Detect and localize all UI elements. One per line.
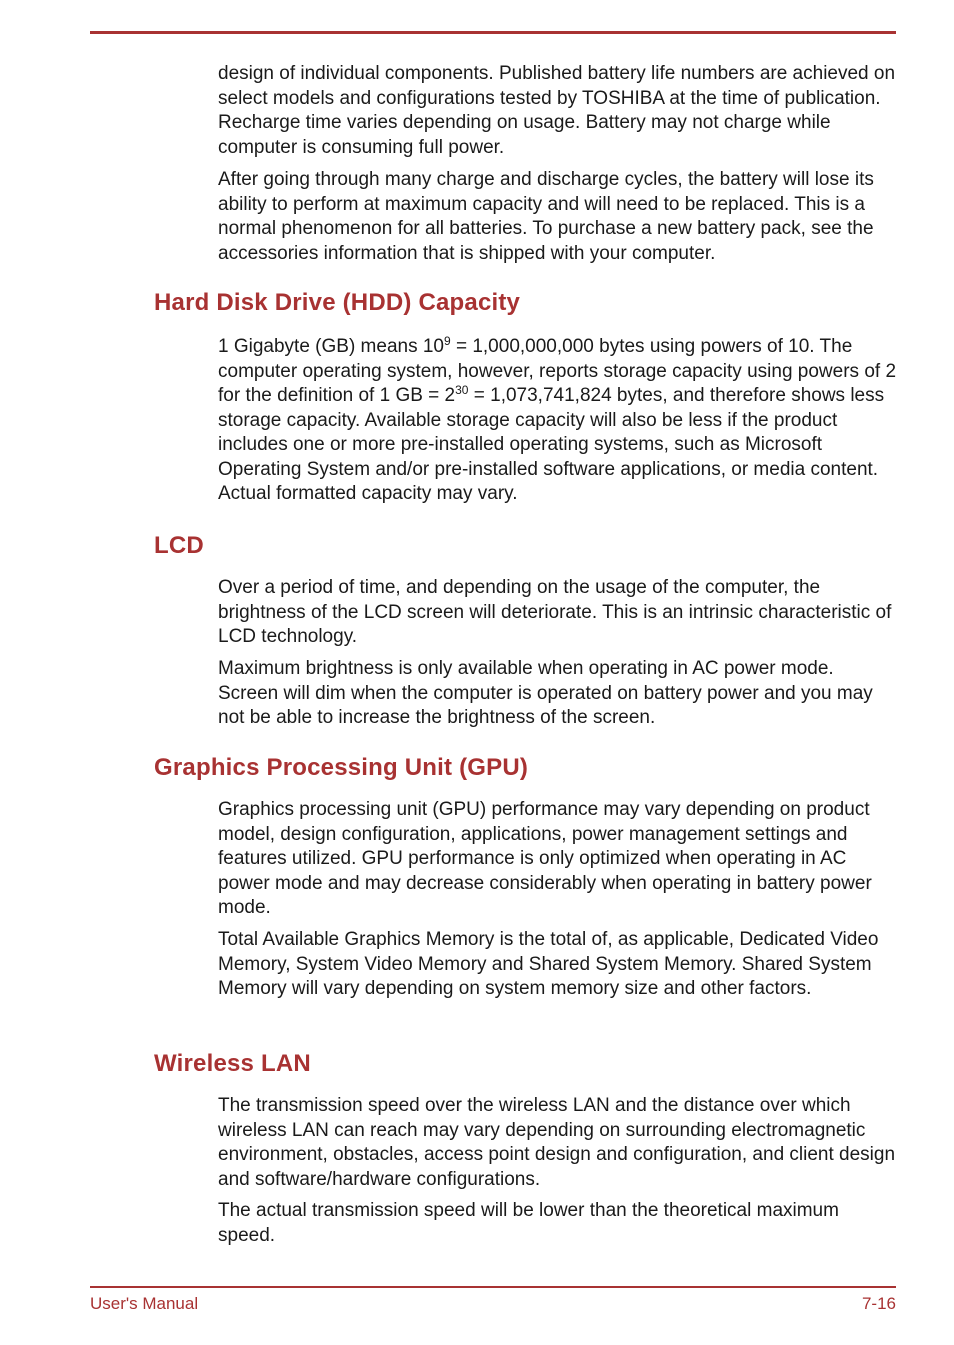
section-heading-wireless-lan: Wireless LAN	[154, 1050, 311, 1077]
section-heading-lcd: LCD	[154, 532, 204, 559]
lcd-paragraph-2: Maximum brightness is only available when operating in AC power mode. Screen will dim when the computer is operated on battery power and you may not be able to increase the brightness of the screen.	[218, 658, 873, 728]
footer-page-number: 7-16	[861, 1294, 896, 1313]
section-heading-gpu: Graphics Processing Unit (GPU)	[154, 754, 529, 781]
hdd-text-b: = 1,000,000,000 bytes using powers of 10. The computer operating system, however, reports storage capacity using powers of 2 for the definition of 1 GB = 2	[218, 336, 897, 406]
wlan-paragraph-2: The actual transmission speed will be lower than the theoretical maximum speed.	[218, 1200, 839, 1246]
footer-rule	[90, 1286, 896, 1288]
footer-manual-title: User's Manual	[90, 1294, 199, 1313]
hdd-superscript-9: 9	[444, 334, 451, 348]
gpu-paragraph-1: Graphics processing unit (GPU) performance may vary depending on product model, design configuration, applications, power management settings and features utilized. GPU performance is only optimized when operating in AC power mode and may decrease considerably when operating in battery power mode.	[218, 799, 872, 918]
hdd-text-a: 1 Gigabyte (GB) means 10	[218, 336, 444, 357]
section-heading-hdd: Hard Disk Drive (HDD) Capacity	[154, 289, 521, 316]
intro-paragraph-1: design of individual components. Published battery life numbers are achieved on select models and configurations tested by TOSHIBA at the time of publication. Recharge time varies depending on usage. Battery may not charge while computer is consuming full power.	[218, 63, 896, 158]
lcd-paragraph-1: Over a period of time, and depending on the usage of the computer, the brightness of the LCD screen will deteriorate. This is an intrinsic characteristic of LCD technology.	[218, 577, 892, 647]
header-rule	[90, 31, 896, 34]
hdd-text-c: = 1,073,741,824 bytes, and therefore shows less storage capacity. Available storage capacity will also be less if the product includes one or more pre-installed operating systems, such as Microsoft Operating System and/or pre-installed software applications, or media content. Actual formatted capacity may vary.	[218, 385, 885, 504]
hdd-paragraph-1	[218, 335, 898, 507]
hdd-superscript-30: 30	[455, 383, 469, 397]
wlan-paragraph-1: The transmission speed over the wireless LAN and the distance over which wireless LAN can reach may vary depending on surrounding electromagnetic environment, obstacles, access point design and configuration, and client design and software/hardware configurations.	[218, 1095, 896, 1190]
gpu-paragraph-2: Total Available Graphics Memory is the total of, as applicable, Dedicated Video Memory, System Video Memory and Shared System Memory. Shared System Memory will vary depending on system memory size and other factors.	[218, 929, 879, 999]
intro-paragraph-2: After going through many charge and discharge cycles, the battery will lose its ability to perform at maximum capacity and will need to be replaced. This is a normal phenomenon for all batteries. To purchase a new battery pack, see the accessories information that is shipped with your computer.	[218, 169, 874, 264]
